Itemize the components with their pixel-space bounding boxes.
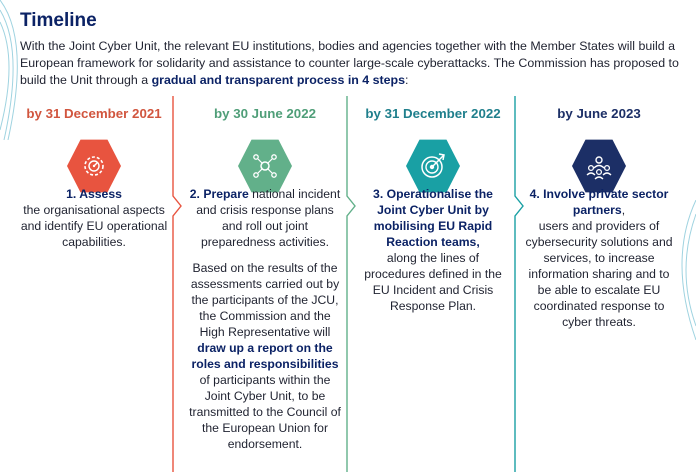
step-1-body: the organisational aspects and identify EU operational capabilities. — [20, 203, 168, 249]
step-3-heading: 3. Operationalise the Joint Cyber Unit by mobilising EU Rapid Reaction teams — [373, 187, 493, 249]
gear-gauge-icon — [79, 151, 109, 181]
network-nodes-icon — [250, 151, 280, 181]
step-2-p2-emph: draw up a report on the roles and responsibilities — [191, 341, 339, 371]
intro-paragraph — [20, 38, 684, 89]
step-1-date: by 31 December 2021 — [26, 106, 162, 121]
step-3-date: by 31 December 2022 — [365, 106, 501, 121]
target-arrow-icon — [418, 151, 448, 181]
page-title: Timeline — [20, 10, 97, 31]
step-1-text — [14, 186, 174, 250]
step-3 — [358, 96, 508, 470]
intro-emphasis: gradual and transparent process in 4 steps — [151, 73, 405, 87]
step-4-date: by June 2023 — [557, 106, 641, 121]
step-3-text: 3. Operationalise the Joint Cyber Unit by mobilising EU Rapid Reaction teams, along the lines of procedures defined in the EU Incident and Crisis Response Plan. — [364, 187, 502, 313]
intro-text: With the Joint Cyber Unit, the relevant EU institutions, bodies and agencies together with the Member States will build a European framework for solidarity and assistance to counter large-scale cyberattacks. The Commission has proposed to build the Unit through a — [20, 39, 679, 87]
people-group-icon — [584, 151, 614, 181]
step-4-body: users and providers of cybersecurity solutions and services, to increase information sharing and to be able to escalate EU coordinated response to cyber threats. — [525, 219, 673, 329]
step-2-p2-pre: Based on the results of the assessments carried out by the participants of the JCU, the Commission and the High Representative will — [190, 261, 340, 339]
step-2-body: national incident and crisis response plans and roll out joint preparedness activities. — [196, 187, 341, 249]
step-1 — [14, 96, 174, 470]
step-2 — [186, 96, 344, 470]
step-2-p2-post: of participants within the Joint Cyber Unit, to be transmitted to the Council of the European Union for endorsement. — [189, 373, 341, 451]
step-2-date: by 30 June 2022 — [213, 106, 316, 121]
intro-end: : — [404, 73, 409, 87]
step-4-heading: 4. Involve private sector partners — [529, 187, 669, 217]
step-2-paragraph-2 — [186, 260, 344, 452]
step-4 — [522, 96, 676, 470]
step-2-heading: 2. Prepare — [189, 187, 249, 201]
step-2-text — [186, 186, 344, 452]
divider-2 — [344, 96, 358, 472]
step-1-heading: 1. Assess — [66, 187, 122, 201]
step-4-text: 4. Involve private sector partners, users and providers of cybersecurity solutions and services, to increase information sharing and to be able to escalate EU coordinated response to cyber threats. — [525, 187, 673, 329]
step-3-body: along the lines of procedures defined in the EU Incident and Crisis Response Plan. — [364, 251, 502, 313]
